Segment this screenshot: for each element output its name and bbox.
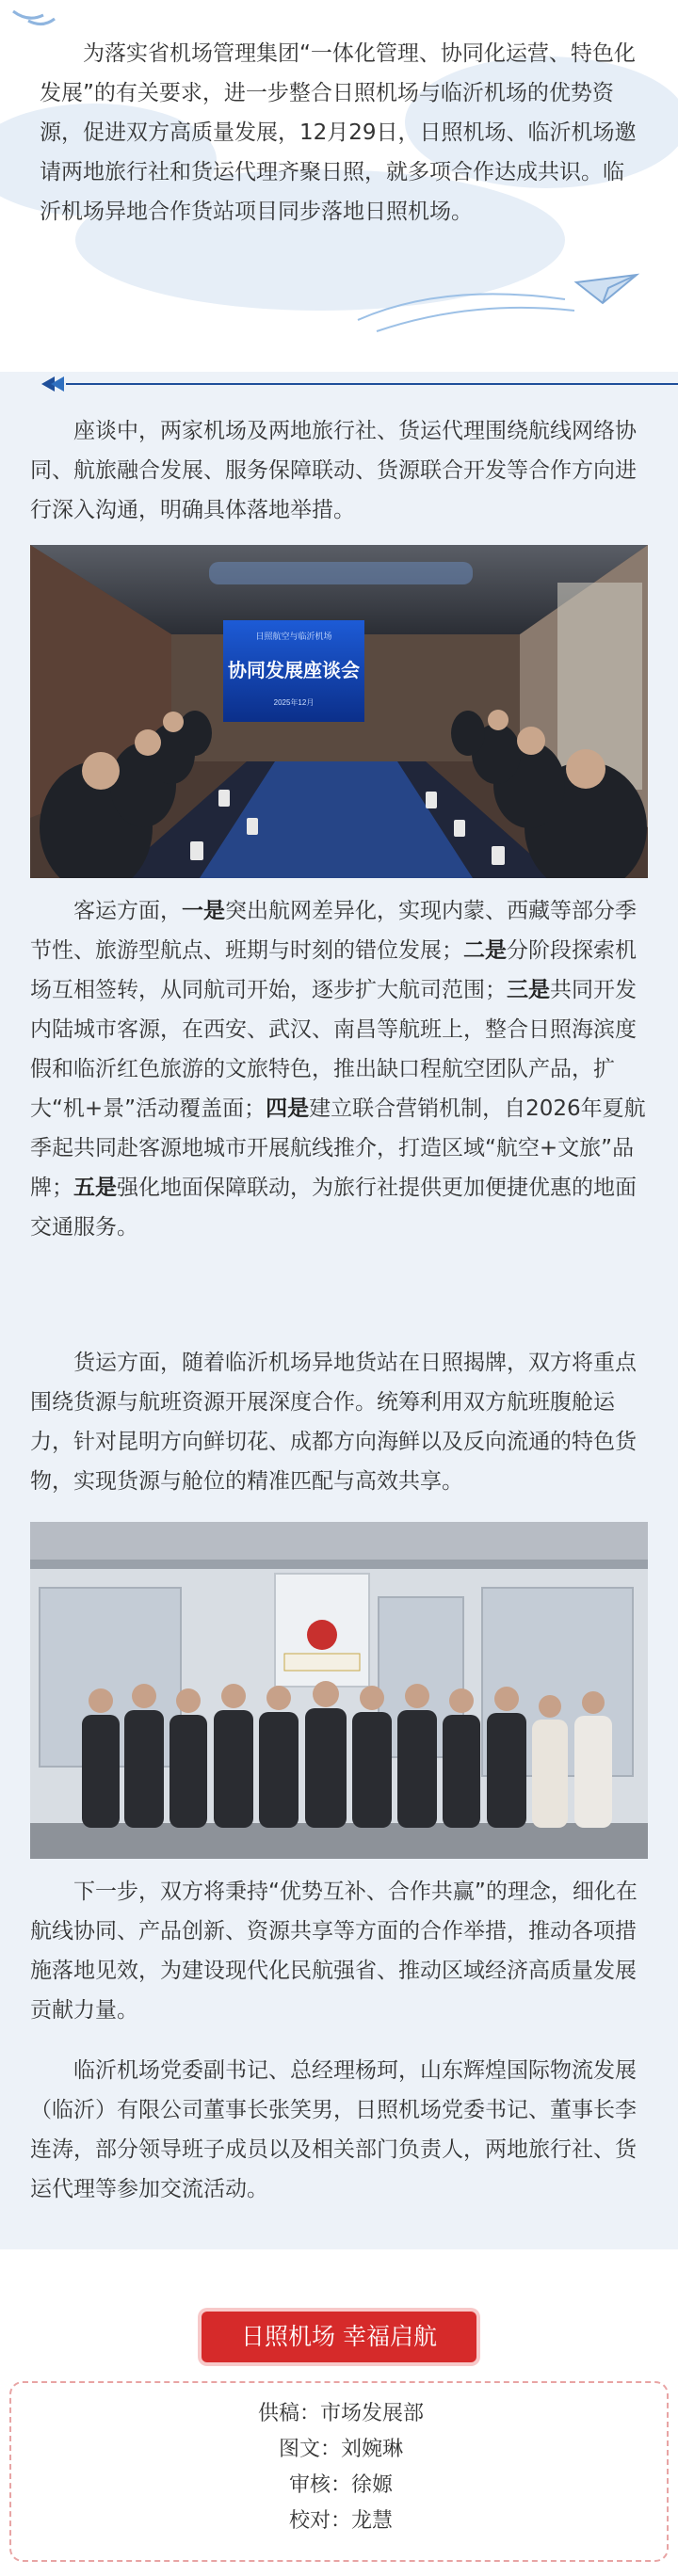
credit-proofreader: 校对：龙慧 bbox=[288, 2509, 393, 2533]
paper-plane-icon bbox=[576, 275, 637, 303]
point-4-label: 四是 bbox=[266, 1096, 310, 1121]
footer-section bbox=[0, 2249, 678, 2576]
screen-line-3: 2025年12月 bbox=[273, 698, 315, 707]
credit-contributor: 供稿：市场发展部 bbox=[257, 2402, 424, 2425]
passenger-text-3: 分阶段探索机场互相签转，从同航司开始，逐步扩大航司范围； bbox=[30, 938, 637, 1002]
credit-author: 图文：刘婉琳 bbox=[278, 2438, 403, 2461]
group-photo bbox=[30, 1522, 648, 1859]
section-divider bbox=[0, 372, 678, 396]
passenger-text-1: 客运方面， bbox=[73, 899, 182, 923]
credit-reviewer: 审核：徐嫄 bbox=[288, 2473, 393, 2497]
passenger-text-6: 强化地面保障联动，为旅行社提供更加便捷优惠的地面交通服务。 bbox=[30, 1176, 637, 1240]
passenger-text-5: 建立联合营销机制，自2026年夏航季起共同赴客源地城市开展航线推介，打造区域“航空+文旅”品牌； bbox=[30, 1096, 646, 1200]
meeting-paragraph: 座谈中，两家机场及两地旅行社、货运代理围绕航线网络协同、航旅融合发展、服务保障联动、货源联合开发等合作方向进行深入沟通，明确具体落地举措。 bbox=[30, 419, 637, 522]
passenger-text-2: 突出航网差异化，实现内蒙、西藏等部分季节性、旅游型航点、班期与时刻的错位发展； bbox=[30, 899, 637, 963]
group-photo-image bbox=[30, 1522, 648, 1859]
intro-section bbox=[0, 0, 678, 372]
passenger-paragraph bbox=[30, 891, 648, 1247]
passenger-text-4: 共同开发内陆城市客源，在西安、武汉、南昌等航班上，整合日照海滨度假和临沂红色旅游的文旅特色，推出缺口程航空团队产品，扩大“机+景”活动覆盖面； bbox=[30, 978, 637, 1121]
next-step-paragraph: 下一步，双方将秉持“优势互补、合作共赢”的理念，细化在航线协同、产品创新、资源共享等方面的合作举措，推动各项措施落地见效，为建设现代化民航强省、推动区域经济高质量发展贡献力量。 bbox=[30, 1880, 638, 2023]
screen-line-1: 日照航空与临沂机场 bbox=[255, 632, 332, 641]
point-2-label: 二是 bbox=[463, 938, 507, 963]
attendees-paragraph: 临沂机场党委副书记、总经理杨珂，山东辉煌国际物流发展（临沂）有限公司董事长张笑男，日照机场党委书记、董事长李连涛，部分领导班子成员以及相关部门负责人，两地旅行社、货运代理等参加交流活动。 bbox=[30, 2058, 637, 2201]
point-5-label: 五是 bbox=[73, 1176, 117, 1200]
credits-box bbox=[9, 2381, 669, 2562]
slogan-banner: 日照机场 幸福启航 bbox=[202, 2312, 476, 2362]
point-3-label: 三是 bbox=[507, 978, 550, 1002]
meeting-photo-image bbox=[30, 545, 648, 878]
cargo-paragraph: 货运方面，随着临沂机场异地货站在日照揭牌，双方将重点围绕货源与航班资源开展深度合作。统筹利用双方航班腹舱运力，针对昆明方向鲜切花、成都方向海鲜以及反向流通的特色货物，实现货源与舱位的精准匹配与高效共享。 bbox=[30, 1351, 637, 1494]
screen-title: 协同发展座谈会 bbox=[228, 659, 360, 681]
main-section bbox=[0, 372, 678, 2249]
point-1-label: 一是 bbox=[182, 899, 225, 923]
meeting-photo bbox=[30, 545, 648, 878]
intro-paragraph: 为落实省机场管理集团“一体化管理、协同化运营、特色化发展”的有关要求，进一步整合日照机场与临沂机场的优势资源，促进双方高质量发展，12月29日，日照机场、临沂机场邀请两地旅行社和货运代理齐聚日照，就多项合作达成共识。临沂机场异地合作货站项目同步落地日照机场。 bbox=[40, 41, 637, 224]
